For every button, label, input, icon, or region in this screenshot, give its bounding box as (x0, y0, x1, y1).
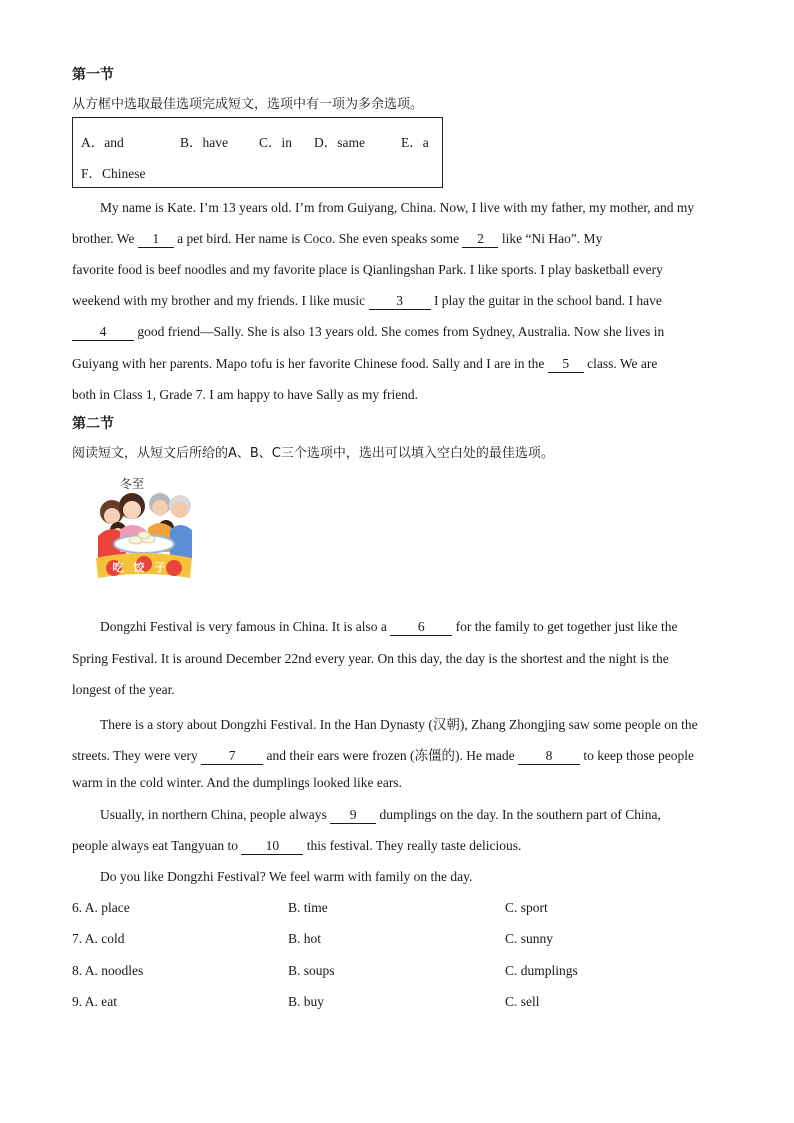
passage2-line (72, 682, 732, 698)
choice-9b[interactable]: B. buy (288, 994, 325, 1009)
passage1-line (72, 231, 732, 248)
choice-9c[interactable]: C. sell (505, 994, 540, 1009)
text: this festival. They really taste delicious. (303, 838, 522, 853)
choice-7c[interactable]: C. sunny (505, 931, 554, 946)
dongzhi-family-illustration (90, 472, 198, 584)
text: like “Ni Hao”. My (498, 231, 603, 246)
blank-9[interactable]: 9 (330, 808, 376, 824)
passage1-line (72, 293, 732, 310)
section1-instruction: 从方框中选取最佳选项完成短文，选项中有一项为多余选项。 (72, 97, 424, 112)
option-f: F．Chinese (81, 166, 146, 181)
text: There is a story about Dongzhi Festival. In the Han Dynasty (汉朝), Zhang Zhongjing saw some people on the (100, 717, 698, 732)
blank-1[interactable]: 1 (138, 232, 174, 248)
option-d: D．same (314, 135, 365, 150)
option-c: C．in (259, 135, 293, 150)
section2-heading: 第二节 (72, 416, 114, 432)
text: for the family to get together just like the (452, 619, 678, 634)
passage1-line (72, 262, 732, 278)
image-caption: 冬至 (120, 477, 145, 491)
passage2-line (72, 744, 732, 765)
text: warm in the cold winter. And the dumplings looked like ears. (72, 775, 402, 790)
text: good friend—Sally. She is also 13 years old. She comes from Sydney, Australia. Now she lives in (134, 324, 665, 339)
image-banner-text: 吃饺子 (112, 561, 176, 574)
text: people always eat Tangyuan to (72, 838, 242, 853)
blank-2[interactable]: 2 (462, 232, 498, 248)
text: and their ears were frozen (冻僵的). He made (263, 748, 518, 763)
text: to keep those people (579, 748, 694, 763)
blank-4[interactable]: 4 (72, 325, 134, 341)
passage2-line (72, 775, 732, 791)
blank-6[interactable]: 6 (390, 620, 452, 636)
choice-8c[interactable]: C. dumplings (505, 963, 578, 978)
option-a: A．and (81, 135, 124, 150)
blank-8[interactable]: 8 (518, 749, 580, 765)
option-e: E．a (401, 135, 429, 150)
choice-9a[interactable]: 9. A. eat (72, 994, 117, 1009)
text: Spring Festival. It is around December 22nd every year. On this day, the day is the shortest and the night is the (72, 651, 669, 666)
blank-7[interactable]: 7 (201, 749, 263, 765)
passage1-line (72, 324, 732, 341)
choice-6b[interactable]: B. time (288, 900, 328, 915)
passage1-line (72, 387, 732, 403)
choice-7b[interactable]: B. hot (288, 931, 322, 946)
text: My name is Kate. I’m 13 years old. I’m from Guiyang, China. Now, I live with my father, my mother, and my (100, 200, 695, 215)
text: streets. They were very (72, 748, 202, 763)
passage2-line (100, 619, 760, 636)
passage2-line (100, 869, 760, 885)
text: Dongzhi Festival is very famous in China. It is also a (100, 619, 391, 634)
text: longest of the year. (72, 682, 175, 697)
text: brother. We (72, 231, 138, 246)
text: I play the guitar in the school band. I have (430, 293, 662, 308)
text: Do you like Dongzhi Festival? We feel warm with family on the day. (100, 869, 473, 884)
text: weekend with my brother and my friends. I like music (72, 293, 369, 308)
section1-heading: 第一节 (72, 67, 114, 83)
text: favorite food is beef noodles and my favorite place is Qianlingshan Park. I like sports. I play basketball every (72, 262, 663, 277)
text: dumplings on the day. In the southern part of China, (376, 807, 661, 822)
choice-7a[interactable]: 7. A. cold (72, 931, 125, 946)
choice-6c[interactable]: C. sport (505, 900, 548, 915)
blank-3[interactable]: 3 (369, 294, 431, 310)
option-b: B．have (180, 135, 228, 150)
choice-8b[interactable]: B. soups (288, 963, 335, 978)
text: both in Class 1, Grade 7. I am happy to have Sally as my friend. (72, 387, 419, 402)
option-box (72, 117, 443, 188)
blank-10[interactable]: 10 (241, 839, 303, 855)
choice-6a[interactable]: 6. A. place (72, 900, 130, 915)
text: class. We are (583, 356, 658, 371)
text: a pet bird. Her name is Coco. She even speaks some (173, 231, 463, 246)
passage1-line (100, 200, 760, 216)
passage2-line (100, 713, 760, 733)
text: Guiyang with her parents. Mapo tofu is her favorite Chinese food. Sally and I are in the (72, 356, 548, 371)
section2-instruction: 阅读短文，从短文后所给的A、B、C三个选项中，选出可以填入空白处的最佳选项。 (72, 446, 554, 461)
text: Usually, in northern China, people always (100, 807, 331, 822)
blank-5[interactable]: 5 (548, 357, 584, 373)
passage2-line (100, 807, 760, 824)
passage1-line (72, 356, 732, 373)
passage2-line (72, 838, 732, 855)
passage2-line (72, 651, 732, 667)
choice-8a[interactable]: 8. A. noodles (72, 963, 144, 978)
